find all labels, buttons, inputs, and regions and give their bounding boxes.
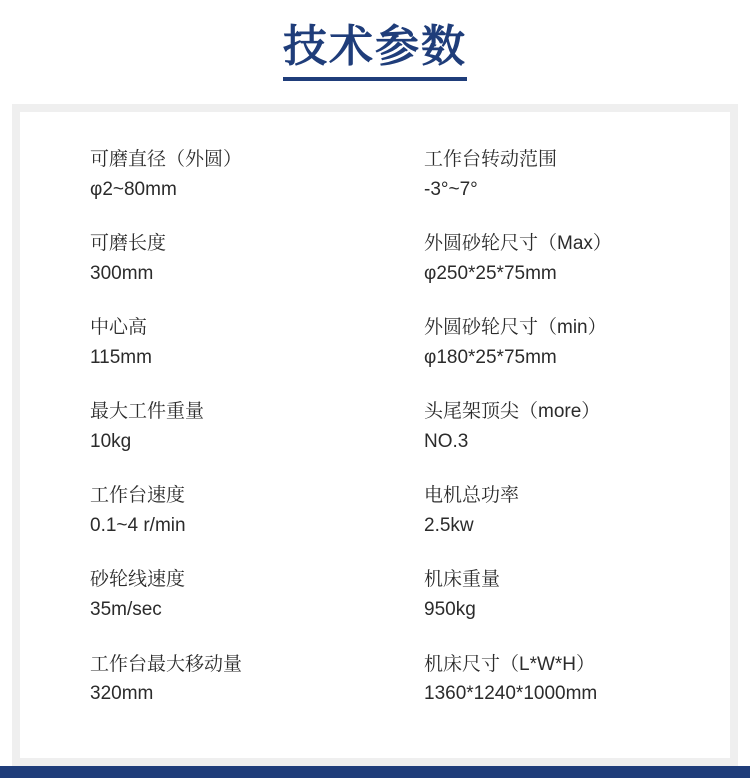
- spec-label: 外圆砂轮尺寸（min）: [424, 317, 607, 339]
- spec-item: [400, 482, 710, 539]
- spec-item: [90, 398, 400, 455]
- spec-value: 950kg: [424, 599, 476, 621]
- spec-value: 300mm: [90, 262, 154, 284]
- spec-item: [90, 482, 400, 539]
- spec-panel-inner: [20, 112, 730, 758]
- spec-label: 外圆砂轮尺寸（Max）: [424, 233, 612, 255]
- spec-item: [90, 230, 400, 287]
- spec-item: [400, 314, 710, 371]
- spec-item: [90, 146, 400, 203]
- spec-item: [90, 314, 400, 371]
- page-header: [0, 0, 750, 104]
- spec-value: φ250*25*75mm: [424, 262, 557, 284]
- spec-label: 机床重量: [424, 569, 501, 591]
- spec-item: [90, 651, 400, 708]
- spec-grid: [20, 146, 730, 735]
- spec-label: 砂轮线速度: [90, 569, 186, 591]
- spec-label: 机床尺寸（L*W*H）: [424, 653, 596, 675]
- spec-value: NO.3: [424, 430, 469, 452]
- spec-value: φ180*25*75mm: [424, 346, 557, 368]
- spec-panel: [12, 104, 738, 766]
- spec-label: 中心高: [90, 317, 148, 339]
- spec-value: φ2~80mm: [90, 178, 177, 200]
- spec-value: 10kg: [90, 430, 132, 452]
- spec-label: 可磨长度: [90, 233, 167, 255]
- spec-item: [400, 651, 710, 708]
- spec-item: [400, 398, 710, 455]
- spec-label: 工作台速度: [90, 485, 186, 507]
- spec-item: [400, 566, 710, 623]
- spec-value: 0.1~4 r/min: [90, 514, 186, 536]
- spec-item: [400, 230, 710, 287]
- spec-value: -3°~7°: [424, 178, 478, 200]
- spec-value: 2.5kw: [424, 514, 474, 536]
- spec-value: 115mm: [90, 346, 152, 368]
- spec-item: [90, 566, 400, 623]
- spec-label: 工作台转动范围: [424, 149, 558, 170]
- spec-label: 最大工件重量: [90, 401, 205, 423]
- spec-value: 1360*1240*1000mm: [424, 683, 598, 705]
- page-title: 技术参数: [283, 23, 467, 81]
- spec-item: [400, 146, 710, 203]
- spec-label: 工作台最大移动量: [90, 653, 243, 675]
- spec-value: 35m/sec: [90, 599, 162, 621]
- spec-label: 头尾架顶尖（more）: [424, 401, 601, 423]
- spec-value: 320mm: [90, 683, 154, 705]
- bottom-accent-bar: [0, 766, 750, 778]
- spec-label: 可磨直径（外圆）: [90, 149, 243, 170]
- spec-label: 电机总功率: [424, 485, 520, 507]
